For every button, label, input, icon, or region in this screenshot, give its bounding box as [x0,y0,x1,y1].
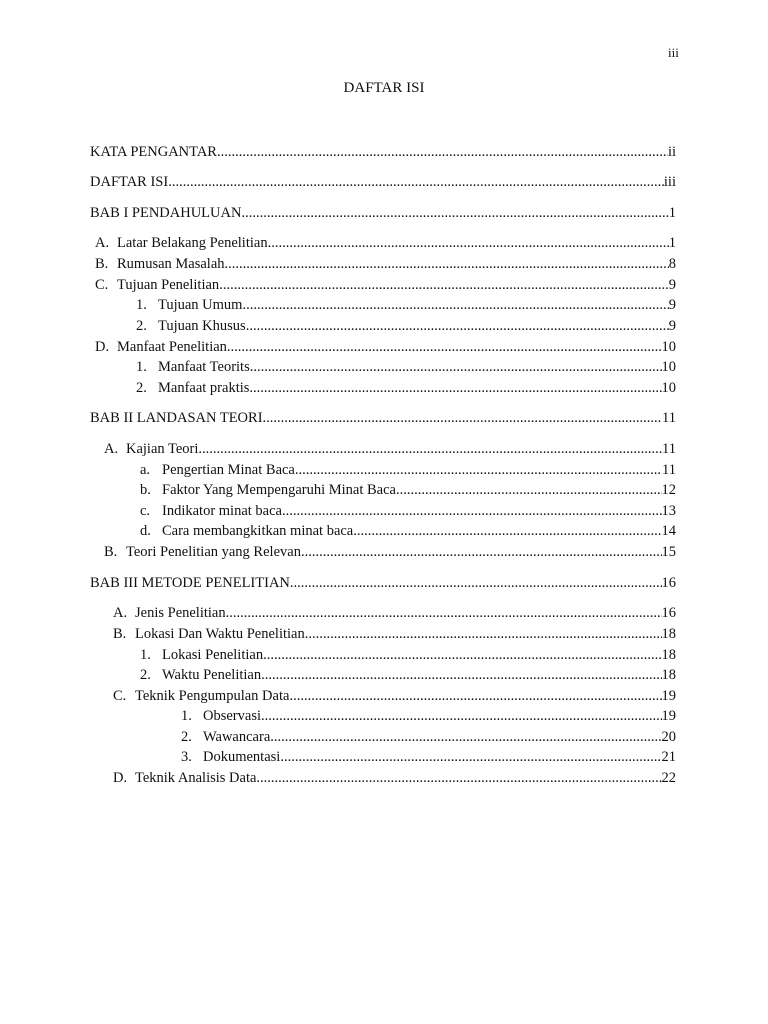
toc-page: 1 [668,235,676,251]
toc-entry [181,707,676,725]
toc-page: 9 [668,318,676,334]
dot-leader [268,234,669,252]
dot-leader [226,604,662,622]
toc-label: Teori Penelitian yang Relevan [126,544,301,560]
dot-leader [270,728,661,746]
toc-marker: D. [95,339,110,355]
toc-entry [140,646,676,664]
toc-entry [104,543,676,561]
toc-entry [95,255,676,273]
dot-leader [295,461,662,479]
toc-label: Teknik Analisis Data [135,770,257,786]
toc-entry [140,502,676,520]
toc-marker: d. [140,523,151,539]
toc-marker: 1. [136,359,147,375]
toc-label: BAB II LANDASAN TEORI [90,410,263,426]
toc-page: 21 [661,749,676,765]
toc-label: Wawancara [203,729,271,745]
dot-leader [242,296,668,314]
toc-marker: b. [140,482,151,498]
toc-label: Teknik Pengumpulan Data [135,688,290,704]
toc-marker: 2. [136,380,147,396]
page-number: iii [668,45,679,60]
dot-leader [168,173,664,191]
toc-label: Dokumentasi [203,749,281,765]
toc-entry [95,276,676,294]
toc-entry [140,522,676,540]
toc-page: 11 [662,462,676,478]
dot-leader [263,646,661,664]
toc-label: Observasi [203,708,261,724]
toc-marker: A. [104,441,119,457]
dot-leader [225,255,669,273]
toc-label: Jenis Penelitian [135,605,226,621]
toc-entry [181,728,676,746]
toc-entry [90,173,676,191]
toc-marker: A. [113,605,128,621]
toc-page: 10 [661,380,676,396]
toc-marker: a. [140,462,151,478]
toc-page: 8 [668,256,676,272]
toc-entry [136,379,676,397]
dot-leader [261,666,661,684]
dot-leader [241,204,668,222]
toc-entry [90,204,676,222]
dot-leader [396,481,662,499]
toc-page: 9 [668,297,676,313]
toc-page: 15 [661,544,676,560]
dot-leader [246,317,669,335]
toc-entry [136,358,676,376]
toc-label: Manfaat Teorits [158,359,250,375]
toc-page: 11 [662,410,676,426]
toc-page: 14 [661,523,676,539]
toc-marker: 3. [181,749,192,765]
toc-page: 11 [662,441,676,457]
toc-page: 18 [661,667,676,683]
dot-leader [219,276,669,294]
toc-marker: D. [113,770,128,786]
page-title: DAFTAR ISI [343,80,425,96]
toc-page: 10 [661,339,676,355]
toc-page: 13 [661,503,676,519]
toc-entry [136,317,676,335]
toc-page: ii [667,144,676,160]
dot-leader [301,543,662,561]
toc-label: BAB I PENDAHULUAN [90,205,242,221]
toc-page: 18 [661,626,676,642]
dot-leader [353,522,661,540]
toc-page: 16 [661,575,676,591]
toc-entry [104,440,676,458]
toc-label: Cara membangkitkan minat baca [162,523,354,539]
toc-entry [113,769,676,787]
toc-entry [113,687,676,705]
toc-entry [113,625,676,643]
toc-entry [95,234,676,252]
toc-entry [140,481,676,499]
dot-leader [217,143,668,161]
toc-entry [140,666,676,684]
toc-entry [140,461,676,479]
toc-page: iii [663,174,676,190]
toc-label: Latar Belakang Penelitian [117,235,268,251]
toc-page: 16 [661,605,676,621]
toc-marker: C. [113,688,127,704]
toc-marker: A. [95,235,110,251]
toc-label: Lokasi Penelitian [162,647,264,663]
toc-label: Lokasi Dan Waktu Penelitian [135,626,305,642]
dot-leader [249,379,661,397]
toc-page: 20 [661,729,676,745]
toc-entry [95,338,676,356]
toc-marker: 2. [140,667,151,683]
toc-marker: B. [113,626,127,642]
dot-leader [305,625,662,643]
toc-marker: C. [95,277,109,293]
toc-page: 1 [668,205,676,221]
toc-label: Tujuan Khusus [158,318,246,334]
dot-leader [261,707,662,725]
toc-entry [181,748,676,766]
toc-page: 18 [661,647,676,663]
toc-page: 22 [661,770,676,786]
toc-entry [90,409,676,427]
toc-page: 10 [661,359,676,375]
toc-entry [136,296,676,314]
toc-entry [90,574,676,592]
dot-leader [280,748,661,766]
dot-leader [263,409,663,427]
toc-label: Tujuan Penelitian [117,277,220,293]
toc-label: Kajian Teori [126,441,199,457]
toc-marker: c. [140,503,151,519]
toc-label: Waktu Penelitian [162,667,262,683]
toc-page: 19 [661,688,676,704]
dot-leader [282,502,662,520]
toc-label: BAB III METODE PENELITIAN [90,575,290,591]
toc-label: Manfaat Penelitian [117,339,227,355]
toc-label: KATA PENGANTAR [90,144,217,160]
toc-label: Indikator minat baca [162,503,282,519]
dot-leader [198,440,662,458]
toc-label: DAFTAR ISI [90,174,169,190]
dot-leader [250,358,662,376]
dot-leader [290,574,662,592]
toc-marker: 2. [181,729,192,745]
toc-marker: 1. [181,708,192,724]
toc-label: Manfaat praktis [158,380,250,396]
toc-marker: 2. [136,318,147,334]
toc-page: 19 [661,708,676,724]
toc-page: 12 [661,482,676,498]
toc-page: 9 [668,277,676,293]
toc-label: Faktor Yang Mempengaruhi Minat Baca [162,482,396,498]
toc-marker: 1. [136,297,147,313]
dot-leader [289,687,661,705]
toc-label: Tujuan Umum [158,297,243,313]
toc-marker: B. [95,256,109,272]
toc-label: Rumusan Masalah [117,256,225,272]
toc-label: Pengertian Minat Baca [162,462,295,478]
toc-entry [90,143,676,161]
toc-marker: B. [104,544,118,560]
dot-leader [227,338,662,356]
dot-leader [256,769,661,787]
toc-entry [113,604,676,622]
toc-marker: 1. [140,647,151,663]
